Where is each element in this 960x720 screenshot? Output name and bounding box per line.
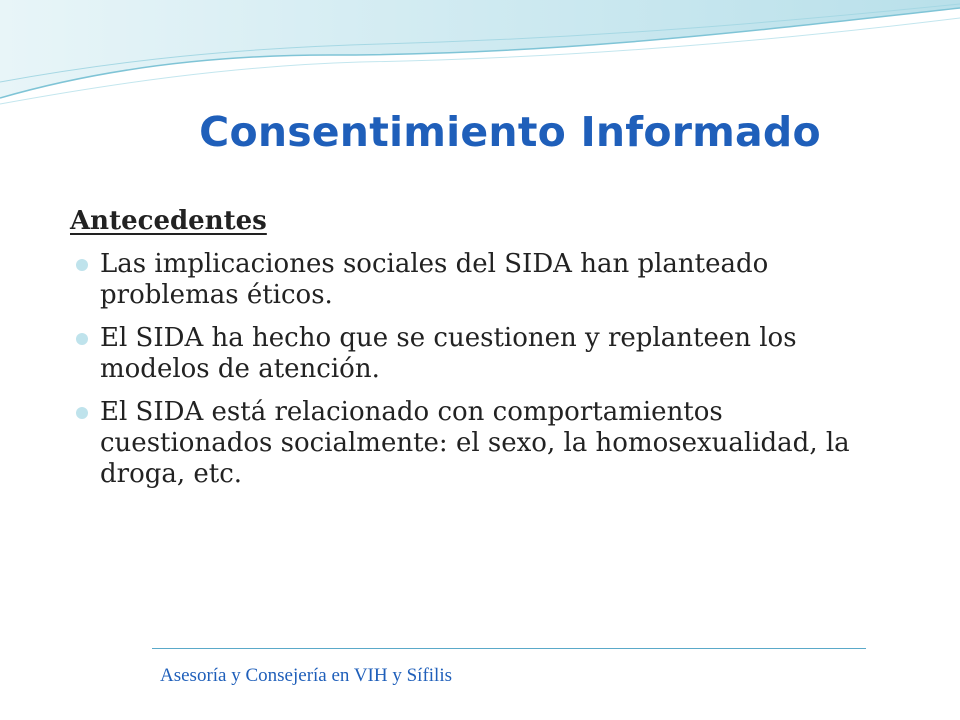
bullet-dot-icon — [76, 407, 88, 419]
header-wave-decoration — [0, 0, 960, 110]
bullet-dot-icon — [76, 333, 88, 345]
section-heading: Antecedentes — [70, 206, 267, 236]
bullet-item — [70, 397, 900, 490]
bullet-text: El SIDA está relacionado con comportamientos cuestionados socialmente: el sexo, la homosexualidad, la droga, etc. — [100, 397, 850, 489]
bullet-text: Las implicaciones sociales del SIDA han planteado problemas éticos. — [100, 249, 769, 310]
bullet-item — [70, 249, 900, 311]
bullet-item — [70, 323, 900, 385]
footer-text: Asesoría y Consejería en VIH y Sífilis — [160, 665, 452, 686]
bullet-list — [70, 249, 900, 490]
slide-title: Consentimiento Informado — [199, 108, 821, 156]
slide-body — [70, 203, 900, 502]
bullet-dot-icon — [76, 259, 88, 271]
footer-divider — [152, 648, 866, 649]
bullet-text: El SIDA ha hecho que se cuestionen y replanteen los modelos de atención. — [100, 323, 797, 384]
